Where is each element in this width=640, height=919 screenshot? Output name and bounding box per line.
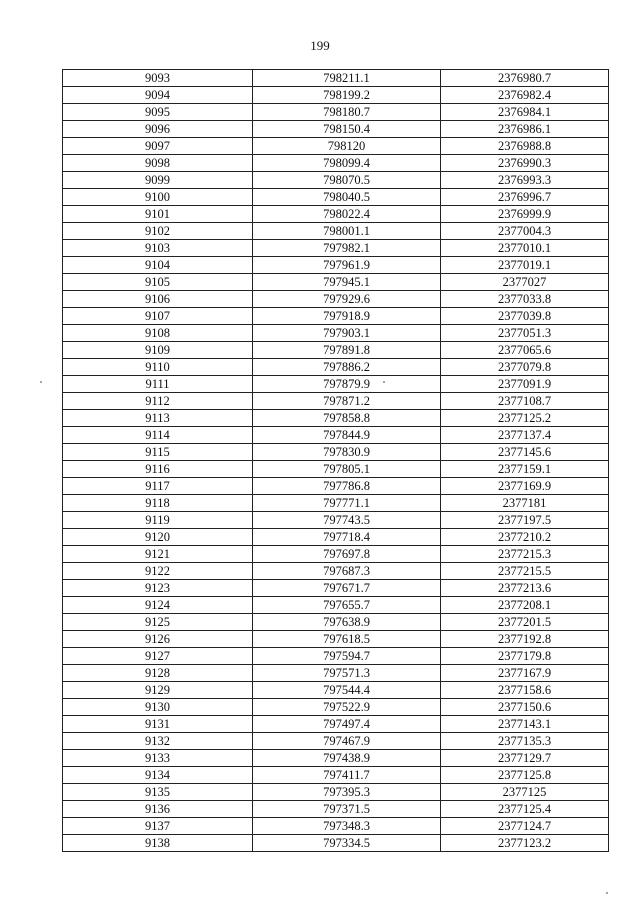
x-coordinate-cell: 797858.8 (253, 410, 441, 427)
x-coordinate-cell: 797945.1 (253, 274, 441, 291)
y-coordinate-cell: 2377179.8 (441, 648, 609, 665)
point-id-cell: 9134 (63, 767, 253, 784)
y-coordinate-cell: 2377129.7 (441, 750, 609, 767)
y-coordinate-cell: 2376984.1 (441, 104, 609, 121)
y-coordinate-cell: 2377051.3 (441, 325, 609, 342)
y-coordinate-cell: 2377124.7 (441, 818, 609, 835)
y-coordinate-cell: 2376988.8 (441, 138, 609, 155)
x-coordinate-cell: 797805.1 (253, 461, 441, 478)
x-coordinate-cell: 797594.7 (253, 648, 441, 665)
point-id-cell: 9123 (63, 580, 253, 597)
point-id-cell: 9126 (63, 631, 253, 648)
point-id-cell: 9137 (63, 818, 253, 835)
table-row (63, 580, 609, 597)
x-coordinate-cell: 797982.1 (253, 240, 441, 257)
point-id-cell: 9121 (63, 546, 253, 563)
table-row (63, 801, 609, 818)
x-coordinate-cell: 797655.7 (253, 597, 441, 614)
y-coordinate-cell: 2377192.8 (441, 631, 609, 648)
point-id-cell: 9118 (63, 495, 253, 512)
table-row (63, 614, 609, 631)
y-coordinate-cell: 2377181 (441, 495, 609, 512)
x-coordinate-cell: 797771.1 (253, 495, 441, 512)
x-coordinate-cell: 797687.3 (253, 563, 441, 580)
x-coordinate-cell: 797467.9 (253, 733, 441, 750)
table-row (63, 563, 609, 580)
y-coordinate-cell: 2377108.7 (441, 393, 609, 410)
x-coordinate-cell: 797871.2 (253, 393, 441, 410)
y-coordinate-cell: 2377039.8 (441, 308, 609, 325)
table-row (63, 631, 609, 648)
scan-speck (606, 892, 608, 894)
table-row (63, 87, 609, 104)
table-row (63, 818, 609, 835)
y-coordinate-cell: 2377027 (441, 274, 609, 291)
y-coordinate-cell: 2377159.1 (441, 461, 609, 478)
x-coordinate-cell: 798199.2 (253, 87, 441, 104)
table-row (63, 376, 609, 393)
y-coordinate-cell: 2376996.7 (441, 189, 609, 206)
x-coordinate-cell: 797743.5 (253, 512, 441, 529)
table-row (63, 512, 609, 529)
x-coordinate-cell: 797929.6 (253, 291, 441, 308)
point-id-cell: 9104 (63, 257, 253, 274)
y-coordinate-cell: 2377019.1 (441, 257, 609, 274)
x-coordinate-cell: 797671.7 (253, 580, 441, 597)
point-id-cell: 9127 (63, 648, 253, 665)
x-coordinate-cell: 797522.9 (253, 699, 441, 716)
y-coordinate-cell: 2377167.9 (441, 665, 609, 682)
y-coordinate-cell: 2377145.6 (441, 444, 609, 461)
y-coordinate-cell: 2377125.4 (441, 801, 609, 818)
y-coordinate-cell: 2377208.1 (441, 597, 609, 614)
x-coordinate-cell: 798040.5 (253, 189, 441, 206)
y-coordinate-cell: 2377197.5 (441, 512, 609, 529)
point-id-cell: 9129 (63, 682, 253, 699)
point-id-cell: 9117 (63, 478, 253, 495)
y-coordinate-cell: 2377033.8 (441, 291, 609, 308)
point-id-cell: 9122 (63, 563, 253, 580)
point-id-cell: 9133 (63, 750, 253, 767)
y-coordinate-cell: 2377201.5 (441, 614, 609, 631)
table-row (63, 461, 609, 478)
table-row (63, 546, 609, 563)
point-id-cell: 9115 (63, 444, 253, 461)
table-row (63, 308, 609, 325)
x-coordinate-cell: 798070.5 (253, 172, 441, 189)
table-row (63, 274, 609, 291)
point-id-cell: 9130 (63, 699, 253, 716)
y-coordinate-cell: 2377158.6 (441, 682, 609, 699)
y-coordinate-cell: 2377215.5 (441, 563, 609, 580)
y-coordinate-cell: 2376982.4 (441, 87, 609, 104)
point-id-cell: 9110 (63, 359, 253, 376)
table-row (63, 699, 609, 716)
table-row (63, 393, 609, 410)
table-row (63, 121, 609, 138)
table-row (63, 189, 609, 206)
table-row (63, 665, 609, 682)
coordinate-table (62, 69, 609, 852)
point-id-cell: 9124 (63, 597, 253, 614)
table-row (63, 104, 609, 121)
y-coordinate-cell: 2377065.6 (441, 342, 609, 359)
point-id-cell: 9103 (63, 240, 253, 257)
y-coordinate-cell: 2377123.2 (441, 835, 609, 852)
table-row (63, 325, 609, 342)
y-coordinate-cell: 2377010.1 (441, 240, 609, 257)
table-row (63, 240, 609, 257)
table-row (63, 835, 609, 852)
point-id-cell: 9108 (63, 325, 253, 342)
y-coordinate-cell: 2377215.3 (441, 546, 609, 563)
x-coordinate-cell: 797638.9 (253, 614, 441, 631)
x-coordinate-cell: 798120 (253, 138, 441, 155)
point-id-cell: 9093 (63, 70, 253, 87)
x-coordinate-cell: 797395.3 (253, 784, 441, 801)
point-id-cell: 9112 (63, 393, 253, 410)
y-coordinate-cell: 2377150.6 (441, 699, 609, 716)
table-row (63, 427, 609, 444)
table-row (63, 70, 609, 87)
y-coordinate-cell: 2377091.9 (441, 376, 609, 393)
point-id-cell: 9132 (63, 733, 253, 750)
table-row (63, 495, 609, 512)
y-coordinate-cell: 2377125 (441, 784, 609, 801)
table-row (63, 648, 609, 665)
y-coordinate-cell: 2376986.1 (441, 121, 609, 138)
scan-speck (383, 381, 385, 383)
point-id-cell: 9128 (63, 665, 253, 682)
scan-speck (40, 381, 42, 383)
x-coordinate-cell: 798150.4 (253, 121, 441, 138)
point-id-cell: 9113 (63, 410, 253, 427)
x-coordinate-cell: 798099.4 (253, 155, 441, 172)
x-coordinate-cell: 797371.5 (253, 801, 441, 818)
y-coordinate-cell: 2377125.8 (441, 767, 609, 784)
x-coordinate-cell: 797618.5 (253, 631, 441, 648)
y-coordinate-cell: 2376990.3 (441, 155, 609, 172)
x-coordinate-cell: 797879.9 (253, 376, 441, 393)
point-id-cell: 9095 (63, 104, 253, 121)
x-coordinate-cell: 797891.8 (253, 342, 441, 359)
page-number: 199 (310, 38, 330, 53)
point-id-cell: 9114 (63, 427, 253, 444)
point-id-cell: 9138 (63, 835, 253, 852)
table-row (63, 716, 609, 733)
y-coordinate-cell: 2377169.9 (441, 478, 609, 495)
x-coordinate-cell: 797697.8 (253, 546, 441, 563)
x-coordinate-cell: 797438.9 (253, 750, 441, 767)
table-row (63, 767, 609, 784)
point-id-cell: 9131 (63, 716, 253, 733)
table-row (63, 750, 609, 767)
point-id-cell: 9136 (63, 801, 253, 818)
table-row (63, 206, 609, 223)
x-coordinate-cell: 797786.8 (253, 478, 441, 495)
x-coordinate-cell: 798211.1 (253, 70, 441, 87)
y-coordinate-cell: 2377210.2 (441, 529, 609, 546)
y-coordinate-cell: 2377143.1 (441, 716, 609, 733)
point-id-cell: 9098 (63, 155, 253, 172)
table-row (63, 784, 609, 801)
point-id-cell: 9099 (63, 172, 253, 189)
table-row (63, 223, 609, 240)
table-body (63, 70, 609, 852)
point-id-cell: 9094 (63, 87, 253, 104)
point-id-cell: 9135 (63, 784, 253, 801)
x-coordinate-cell: 797334.5 (253, 835, 441, 852)
table-row (63, 529, 609, 546)
x-coordinate-cell: 797830.9 (253, 444, 441, 461)
point-id-cell: 9102 (63, 223, 253, 240)
x-coordinate-cell: 797544.4 (253, 682, 441, 699)
point-id-cell: 9116 (63, 461, 253, 478)
x-coordinate-cell: 797903.1 (253, 325, 441, 342)
point-id-cell: 9097 (63, 138, 253, 155)
y-coordinate-cell: 2376999.9 (441, 206, 609, 223)
table-row (63, 155, 609, 172)
table-row (63, 478, 609, 495)
point-id-cell: 9111 (63, 376, 253, 393)
table-row (63, 733, 609, 750)
table-row (63, 172, 609, 189)
table-row (63, 359, 609, 376)
point-id-cell: 9109 (63, 342, 253, 359)
table-row (63, 257, 609, 274)
table-row (63, 291, 609, 308)
table-row (63, 444, 609, 461)
table-row (63, 342, 609, 359)
point-id-cell: 9096 (63, 121, 253, 138)
y-coordinate-cell: 2377079.8 (441, 359, 609, 376)
table-row (63, 410, 609, 427)
point-id-cell: 9119 (63, 512, 253, 529)
table-row (63, 597, 609, 614)
x-coordinate-cell: 797348.3 (253, 818, 441, 835)
point-id-cell: 9100 (63, 189, 253, 206)
x-coordinate-cell: 797497.4 (253, 716, 441, 733)
x-coordinate-cell: 797886.2 (253, 359, 441, 376)
x-coordinate-cell: 797411.7 (253, 767, 441, 784)
y-coordinate-cell: 2377135.3 (441, 733, 609, 750)
x-coordinate-cell: 797961.9 (253, 257, 441, 274)
y-coordinate-cell: 2376980.7 (441, 70, 609, 87)
x-coordinate-cell: 798022.4 (253, 206, 441, 223)
point-id-cell: 9105 (63, 274, 253, 291)
y-coordinate-cell: 2377004.3 (441, 223, 609, 240)
point-id-cell: 9107 (63, 308, 253, 325)
y-coordinate-cell: 2376993.3 (441, 172, 609, 189)
y-coordinate-cell: 2377213.6 (441, 580, 609, 597)
x-coordinate-cell: 798001.1 (253, 223, 441, 240)
point-id-cell: 9106 (63, 291, 253, 308)
point-id-cell: 9120 (63, 529, 253, 546)
x-coordinate-cell: 797571.3 (253, 665, 441, 682)
x-coordinate-cell: 798180.7 (253, 104, 441, 121)
table-row (63, 682, 609, 699)
y-coordinate-cell: 2377125.2 (441, 410, 609, 427)
y-coordinate-cell: 2377137.4 (441, 427, 609, 444)
point-id-cell: 9125 (63, 614, 253, 631)
table-row (63, 138, 609, 155)
point-id-cell: 9101 (63, 206, 253, 223)
x-coordinate-cell: 797718.4 (253, 529, 441, 546)
x-coordinate-cell: 797918.9 (253, 308, 441, 325)
x-coordinate-cell: 797844.9 (253, 427, 441, 444)
